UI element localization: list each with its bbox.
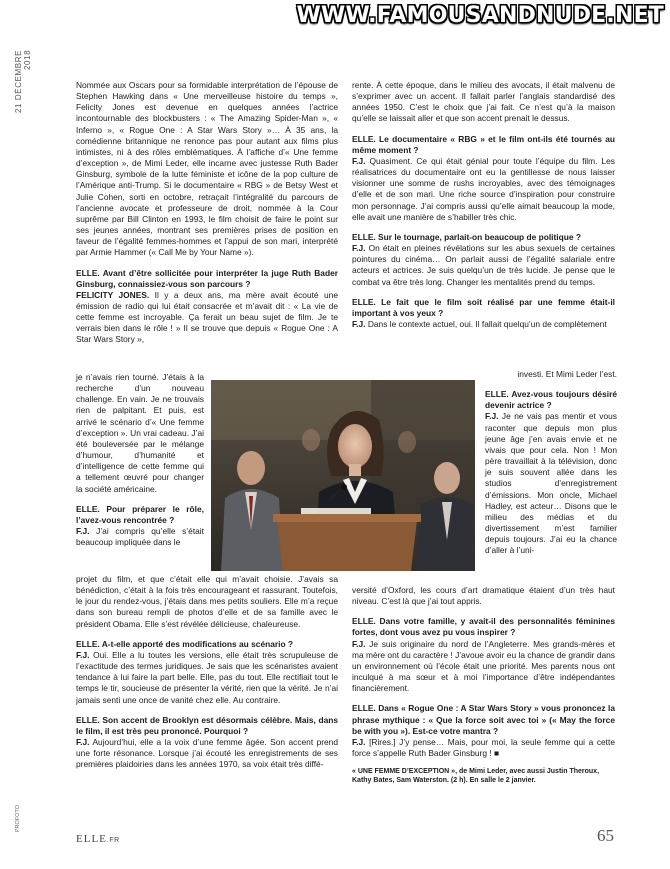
speaker: F.J. xyxy=(76,737,90,748)
watermark: WWW.FAMOUSANDNUDE.NET xyxy=(296,3,664,28)
answer-1-continued: je n’avais rien tourné. J’étais à la recherche d’un nouveau challenge. En vain. Je ne trouvais rien de palpitant. Et puis, est arrivé le scénario d’« Une femme d’exception ». Un vrai cadeau. J’ai été bouleversée par le mélange d’humour, d’humanité et d’intelligence de cette femme qui a tellement œuvré pour changer la société américaine. xyxy=(76,372,204,494)
page-number: 65 xyxy=(597,826,614,845)
question-4: ELLE. Son accent de Brooklyn est désormais célèbre. Mais, dans le film, il est très peu prononcé. Pourquoi ? xyxy=(76,714,338,736)
answer-text: Je ne vais pas mentir et vous raconter que depuis mon plus jeune âge j’en avais envie et ne vivais que pour cela. Non ! Mon père travaillait à la télévision, donc je suis souvent allée dans les studios d’enregistrement d’émissions. Mon oncle, Michael Hadley, est acteur… Disons que le milieu des médias et du divertissement m’est familier depuis toujours. J’ai eu la chance d’aller à l’uni- xyxy=(485,411,617,556)
answer-text: Je suis originaire du nord de l’Angleterre. Mes grands-mères et ma mère ont du caractère ! J’avoue avoir eu la chance de grandir dans un environnement où l’école était une priorité. Mes parents nous ont inculqué à ma sœur et à moi l’importance d’être indépendantes financièrement. xyxy=(352,638,615,694)
question-10: ELLE. Dans « Rogue One : A Star Wars Story » vous prononcez la phrase mythique : « Que la force soit avec toi » (« May the force be with you »). Est-ce votre mantra ? xyxy=(352,703,615,736)
answer-text: Quasiment. Ce qui était génial pour toute l’équipe du film. Les réalisatrices du documentaire ont eu la gentillesse de nous laisser visionner une somme de rushs incroyables, avec des témoignages d’elle et de son mari. Une riche source d’inspiration pour construire mon personnage. J’ai compris aussi qu’elle aimait beaucoup la mode, elle avait une manière de s’habiller très chic. xyxy=(352,155,615,222)
right-column-bottom xyxy=(352,585,615,785)
answer-6 xyxy=(352,243,615,288)
speaker: F.J. xyxy=(76,649,90,660)
answer-text: J’ai compris qu’elle s’était beaucoup impliquée dans le xyxy=(76,526,204,548)
film-still-photo xyxy=(211,380,475,571)
logo-text: ELLE xyxy=(76,833,107,845)
answer-text: Il y a deux ans, ma mère avait écouté une émission de radio qui lui était consacrée et m’avait dit : « La vie de cette femme est incroyable. Ça ferait un beau sujet de film. Je te verrais bien dans le rôle ! » Il se trouve que depuis « Rogue One : A Star Wars Story », xyxy=(76,289,338,345)
answer-2-continued: projet du film, et que c’était elle qui m’avait choisie. J’avais sa bénédiction, c’était à la fois très encourageant et rassurant. Toutefois, le jour du rendez-vous, j’étais dans mes petits souliers. Elle m’a reçue dans son bureau rempli de photos d’elle et de sa famille avec le président Obama. Elle s’est révélée délicieuse, chaleureuse. xyxy=(76,574,338,629)
left-column-top xyxy=(76,80,338,346)
speaker: F.J. xyxy=(76,526,90,537)
question-8: ELLE. Avez-vous toujours désiré devenir actrice ? xyxy=(485,389,617,411)
left-wrap-block xyxy=(76,372,204,548)
speaker: F.J. xyxy=(485,411,499,422)
answer-text: On était en pleines révélations sur les abus sexuels de certaines pointures du cinéma… On parlait aussi de l’égalité salariale entre acteurs et actrices. Je suis quelqu’un de très lucide. Je pense que le combat va être très long. Changer les mentalités prend du temps. xyxy=(352,243,615,287)
answer-7-continued: investi. Et Mimi Leder l’est. xyxy=(517,369,617,379)
question-6: ELLE. Sur le tournage, parlait-on beaucoup de politique ? xyxy=(352,231,581,242)
right-column-top xyxy=(352,80,615,330)
photo-credit: PROFOTO xyxy=(15,805,21,833)
answer-10 xyxy=(352,737,615,759)
film-still-illustration xyxy=(211,380,475,571)
answer-text: Dans le contexte actuel, oui. Il fallait quelqu’un de complètement xyxy=(365,318,607,329)
answer-2-start xyxy=(76,526,204,548)
answer-8-start xyxy=(485,411,617,556)
answer-1 xyxy=(76,290,338,346)
answer-7 xyxy=(352,319,615,330)
answer-4-continued: rente. À cette époque, dans le milieu des avocats, il était malvenu de s’exprimer avec un accent. Il fallait parler l’anglais standardisé des années 1950. C’est le choix que j’ai fait. Ce n’est qu’à la maison qu’elle se laissait aller et que son accent prenait le dessus. xyxy=(352,80,615,124)
question-3: ELLE. A-t-elle apporté des modifications au scénario ? xyxy=(76,638,294,649)
answer-text: Oui. Elle a lu toutes les versions, elle était très scrupuleuse de l’exactitude des termes juridiques. Je sais que les scénaristes avaient tendance à lui faire la part belle. Elle, pas du tout. Elle rectifiait tout le temps le tir, soucieuse de présenter la vérité, rien que la vérité. Je n’ai jamais senti une once de vanité chez elle. Au contraire. xyxy=(76,649,338,705)
answer-4 xyxy=(76,737,338,770)
answer-8-continued: versité d’Oxford, les cours d’art dramatique étaient d’un très haut niveau. C’est là que j’ai tout appris. xyxy=(352,585,615,607)
question-5: ELLE. Le documentaire « RBG » et le film ont-ils été tournés au même moment ? xyxy=(352,133,615,155)
speaker: F.J. xyxy=(352,638,366,649)
magazine-logo xyxy=(76,833,120,845)
speaker: F.J. xyxy=(352,318,366,329)
left-column-bottom xyxy=(76,574,338,771)
speaker: F.J. xyxy=(352,243,366,254)
answer-text: [Rires.] J’y pense… Mais, pour moi, la seule femme qui a cette force s’appelle Ruth Bader Ginsburg ! ■ xyxy=(352,736,615,759)
question-9: ELLE. Dans votre famille, y avait-il des personnalités féminines fortes, dont vous avez pu vous inspirer ? xyxy=(352,616,615,638)
issue-date: 21 DÉCEMBRE 2018 xyxy=(14,50,32,114)
answer-text: Aujourd’hui, elle a la voix d’une femme âgée. Son accent prend une forte résonance. Lorsque j’ai écouté les enregistrements de ses premières plaidoiries dans les années 1970, sa voix était très diffé- xyxy=(76,737,338,770)
speaker: FELICITY JONES. xyxy=(76,289,150,300)
right-wrap-block xyxy=(485,369,617,557)
answer-3 xyxy=(76,650,338,706)
question-1: ELLE. Avant d’être sollicitée pour interpréter la juge Ruth Bader Ginsburg, connaissiez-vous son parcours ? xyxy=(76,267,338,289)
speaker: F.J. xyxy=(352,155,366,166)
speaker: F.J. xyxy=(352,736,366,747)
question-7: ELLE. Le fait que le film soit réalisé par une femme était-il important à vos yeux ? xyxy=(352,296,615,318)
logo-suffix: .FR xyxy=(106,837,120,844)
answer-9 xyxy=(352,639,615,695)
intro-paragraph: Nommée aux Oscars pour sa formidable interprétation de l’épouse de Stephen Hawking dans « Une merveilleuse histoire du temps », Felicity Jones est devenue en quelques années l’actrice incontournable des blockbusters : « The Amazing Spider-Man », « Inferno », « Rogue One : A Star Wars Story »… À 35 ans, la comédienne britannique ne renonce pas pour autant aux films plus intimistes, ni à des rôles emblématiques. À l’affiche d’« Une femme d’exception », de Mimi Leder, elle incarne avec justesse Ruth Bader Ginsburg, symbole de la lutte féministe et icône de la pop culture de l’Amérique anti-Trump. Si le documentaire « RBG » de Betsy West et Julie Cohen, sorti en octobre, retraçait l’intégralité du parcours de l’ancienne avocate et professeure de droit, nommée à la Cour suprême par Bill Clinton en 1993, le film choisit de faire le point sur ses jeunes années, montrant ses premières prises de position en faveur de l’égalité femmes-hommes et l’appui de son mari, interprété par Armie Hammer (« Call Me by Your Name »). xyxy=(76,80,338,258)
answer-5 xyxy=(352,156,615,223)
film-caption: « UNE FEMME D’EXCEPTION », de Mimi Leder, avec aussi Justin Theroux, Kathy Bates, Sam Waterston. (2 h). En salle le 2 janvier. xyxy=(352,768,600,785)
question-2: ELLE. Pour préparer le rôle, l’avez-vous rencontrée ? xyxy=(76,503,204,525)
